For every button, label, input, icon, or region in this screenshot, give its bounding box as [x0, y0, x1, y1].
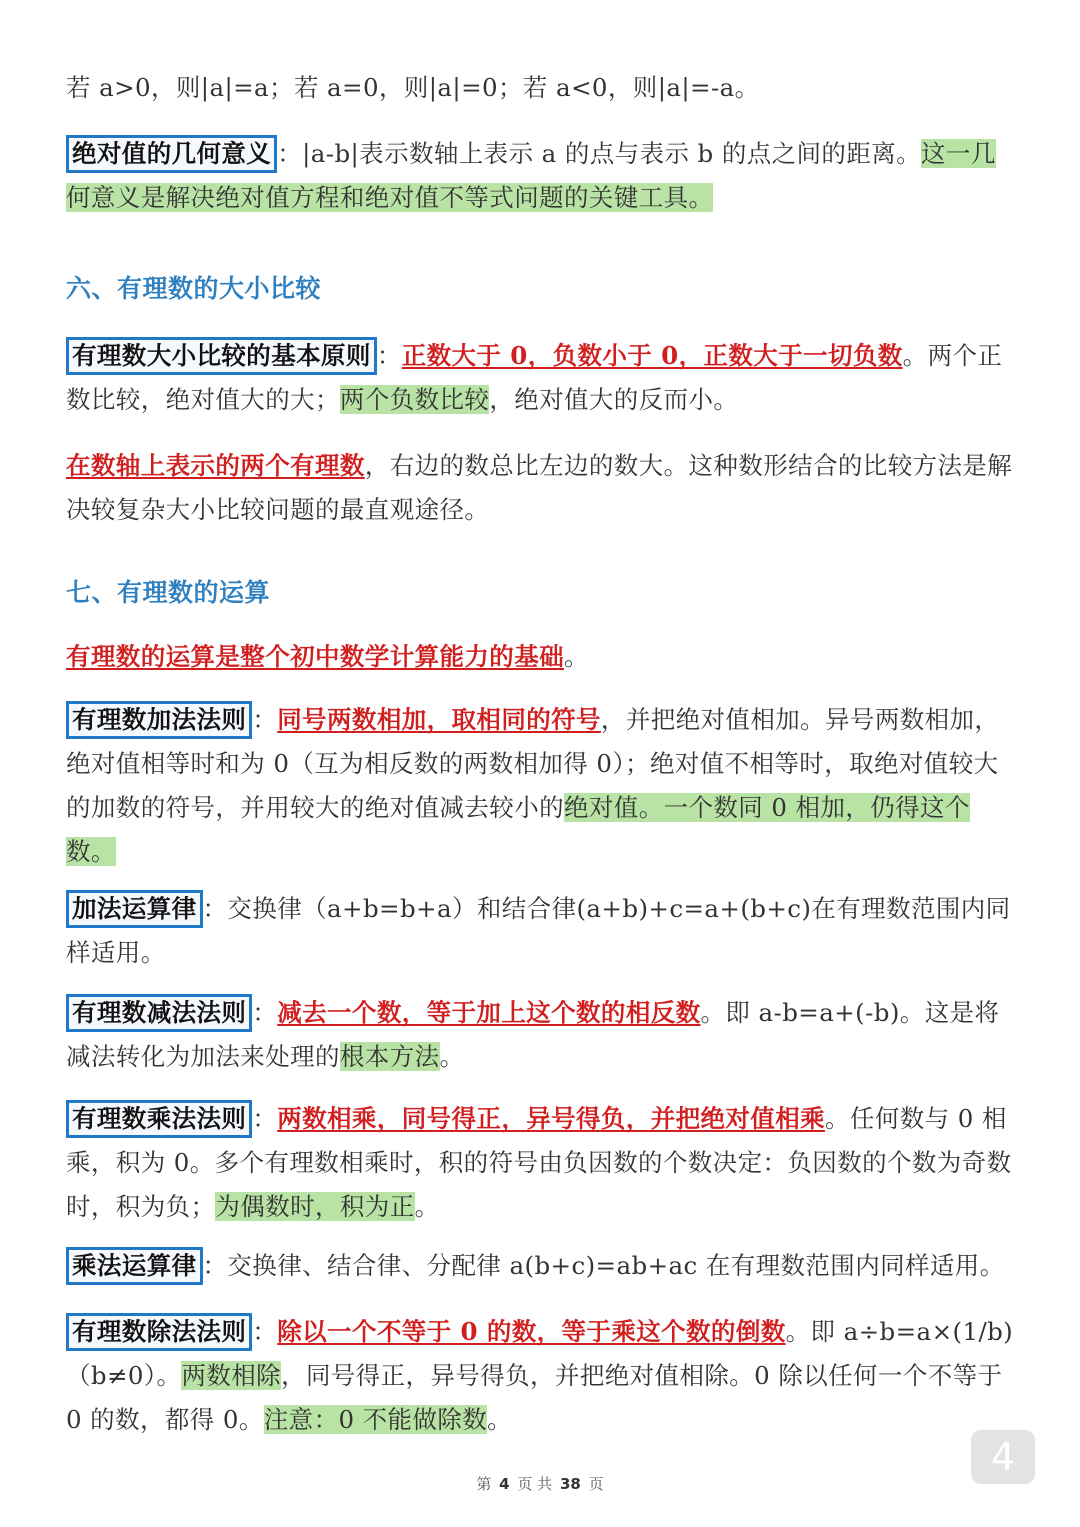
paragraph-text: ，并把绝对值相加。异号两数相加，绝对值相等时和为 0（互为相反数的两数相加得 0）；绝对值不相等时，取绝对值较大的加数的符号，并用较大的绝对值减去较小的 — [66, 705, 1000, 822]
page-number-badge: 4 — [971, 1430, 1035, 1484]
paragraph-text: 。两个正数比较，绝对值大的大； — [66, 341, 1003, 414]
red-underlined-text: 减去一个数，等于加上这个数的相反数 — [277, 998, 701, 1027]
page-footer — [0, 1473, 1080, 1494]
paragraph-text: 。 — [439, 1042, 465, 1071]
highlighted-text: 根本方法 — [339, 1042, 440, 1071]
section-heading-6: 六、有理数的大小比较 — [66, 274, 322, 303]
footer-total: 38 — [559, 1475, 581, 1493]
number-line-comparison — [66, 444, 1016, 532]
multiplication-rule — [66, 1097, 1016, 1229]
red-underlined-text: 同号两数相加，取相同的符号 — [277, 705, 601, 734]
separator: ： — [202, 1251, 228, 1280]
abs-geometric-meaning — [66, 132, 1016, 220]
red-underlined-text: 除以一个不等于 0 的数，等于乘这个数的倒数 — [277, 1317, 786, 1346]
highlighted-text: 注意：0 不能做除数 — [263, 1405, 488, 1434]
division-rule — [66, 1310, 1016, 1442]
section-heading-7: 七、有理数的运算 — [66, 578, 271, 607]
footer-pre: 第 — [476, 1475, 492, 1493]
highlighted-text: 为偶数时，积为正 — [215, 1192, 415, 1221]
footer-mid: 页 共 — [517, 1475, 553, 1493]
abs-value-cases — [66, 66, 1016, 110]
paragraph-text: 。即 a÷b=a×(1/b)（b≠0）。 — [66, 1317, 1014, 1390]
multiplication-laws — [66, 1244, 1016, 1288]
separator: ： — [277, 139, 303, 168]
separator: ： — [252, 705, 278, 734]
term-box: 有理数大小比较的基本原则 — [66, 337, 377, 375]
red-underlined-text: 两数相乘，同号得正，异号得负，并把绝对值相乘 — [277, 1104, 826, 1133]
addition-rule — [66, 698, 1016, 874]
footer-page: 4 — [499, 1475, 510, 1493]
highlighted-text: 两数相除 — [181, 1361, 282, 1390]
paragraph-text: ，绝对值大的反而小。 — [489, 385, 739, 414]
term-box: 加法运算律 — [66, 890, 203, 928]
paragraph-text: 。任何数与 0 相乘，积为 0。多个有理数相乘时，积的符号由负因数的个数决定：负因数的个数为奇数时，积为负； — [66, 1104, 1012, 1221]
paragraph-text: |a-b|表示数轴上表示 a 的点与表示 b 的点之间的距离。 — [302, 139, 922, 168]
paragraph-text: 。 — [414, 1192, 440, 1221]
paragraph-text: 。即 a-b=a+(-b)。这是将减法转化为加法来处理的 — [66, 998, 1000, 1071]
red-underlined-text: 在数轴上表示的两个有理数 — [66, 451, 365, 480]
red-underlined-text: 有理数的运算是整个初中数学计算能力的基础 — [66, 642, 564, 671]
term-box: 有理数加法法则 — [66, 701, 252, 739]
paragraph-text: ，同号得正，异号得负，并把绝对值相除。0 除以任何一个不等于 0 的数，都得 0。 — [66, 1361, 1003, 1434]
term-box: 绝对值的几何意义 — [66, 135, 277, 173]
highlighted-text: 两个负数比较 — [339, 385, 490, 414]
paragraph-text: 。 — [487, 1405, 513, 1434]
comparison-principle — [66, 334, 1016, 422]
term-box: 乘法运算律 — [66, 1247, 203, 1285]
red-underlined-text: 正数大于 0，负数小于 0，正数大于一切负数 — [401, 341, 903, 370]
separator: ： — [376, 341, 402, 370]
term-box: 有理数乘法法则 — [66, 1100, 252, 1138]
separator: ： — [252, 998, 278, 1027]
footer-post: 页 — [588, 1475, 604, 1493]
term-box: 有理数减法法则 — [66, 994, 252, 1032]
term-box: 有理数除法法则 — [66, 1313, 252, 1351]
paragraph-text: 交换律（a+b=b+a）和结合律(a+b)+c=a+(b+c)在有理数范围内同样适用。 — [66, 894, 1011, 967]
abs-value-cases-text: 若 a>0，则|a|=a；若 a=0，则|a|=0；若 a<0，则|a|=-a。 — [66, 73, 760, 102]
highlighted-text: 绝对值。一个数同 0 相加，仍得这个数。 — [66, 793, 970, 866]
addition-laws — [66, 887, 1016, 975]
subtraction-rule — [66, 991, 1016, 1079]
separator: ： — [252, 1317, 278, 1346]
operation-intro — [66, 635, 1016, 679]
separator: ： — [252, 1104, 278, 1133]
separator: ： — [202, 894, 228, 923]
highlighted-text: 这一几何意义是解决绝对值方程和绝对值不等式问题的关键工具。 — [66, 139, 996, 212]
paragraph-text: ，右边的数总比左边的数大。这种数形结合的比较方法是解决较复杂大小比较问题的最直观途径。 — [66, 451, 1013, 524]
paragraph-text: 。 — [564, 642, 589, 671]
paragraph-text: 交换律、结合律、分配律 a(b+c)=ab+ac 在有理数范围内同样适用。 — [227, 1251, 1005, 1280]
